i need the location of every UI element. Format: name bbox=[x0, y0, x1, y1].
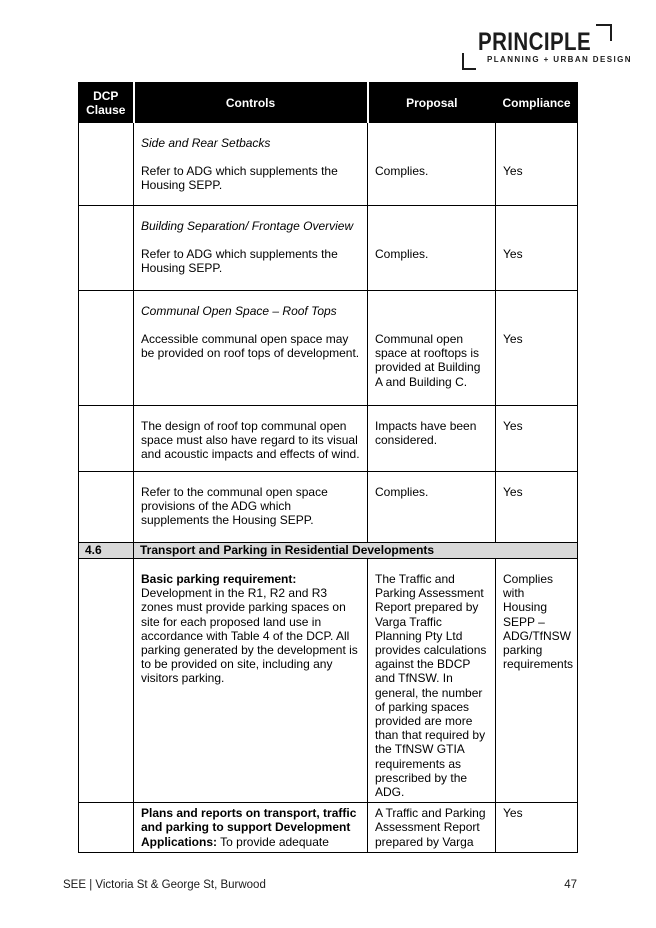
page-footer bbox=[63, 879, 577, 891]
logo-corner-bracket-bottom-left bbox=[462, 53, 476, 70]
control-text: Refer to ADG which supplements the Housing SEPP. bbox=[141, 164, 338, 193]
compliance-cell bbox=[496, 206, 578, 291]
header-proposal: Proposal bbox=[368, 83, 496, 123]
footer-document-title: SEE | Victoria St & George St, Burwood bbox=[63, 879, 266, 891]
proposal-cell bbox=[368, 559, 496, 803]
proposal-text: Complies. bbox=[375, 247, 429, 261]
header-dcp-clause: DCP Clause bbox=[79, 83, 134, 123]
controls-cell bbox=[134, 406, 368, 472]
proposal-cell bbox=[368, 291, 496, 406]
control-text bbox=[141, 806, 360, 849]
clause-cell bbox=[79, 406, 134, 472]
table-header-row bbox=[79, 83, 578, 123]
proposal-text: The Traffic and Parking Assessment Report prepared by Varga Traffic Planning Pty Ltd provides calculations against the BDCP and TfNSW. In general, the number of parking spaces provided are more than that required by the TfNSW GTIA requirements as prescribed by the ADG. bbox=[375, 572, 487, 800]
control-text: Refer to the communal open space provisions of the ADG which supplements the Housing SEPP. bbox=[141, 485, 328, 528]
proposal-text: Impacts have been considered. bbox=[375, 419, 477, 448]
clause-cell bbox=[79, 291, 134, 406]
page-number: 47 bbox=[564, 879, 577, 891]
spacer bbox=[503, 304, 570, 332]
proposal-text: Complies. bbox=[375, 485, 429, 499]
controls-cell bbox=[134, 206, 368, 291]
spacer bbox=[375, 304, 488, 332]
compliance-cell bbox=[496, 406, 578, 472]
compliance-cell bbox=[496, 803, 578, 853]
control-text: Refer to ADG which supplements the Housing SEPP. bbox=[141, 247, 338, 276]
compliance-text: Yes bbox=[503, 164, 523, 178]
compliance-text: Yes bbox=[503, 485, 523, 499]
controls-cell bbox=[134, 472, 368, 543]
compliance-cell bbox=[496, 472, 578, 543]
control-text-rest: To provide adequate bbox=[217, 834, 329, 849]
clause-cell bbox=[79, 472, 134, 543]
spacer bbox=[375, 136, 488, 164]
control-heading: Side and Rear Setbacks bbox=[141, 136, 271, 150]
header-controls: Controls bbox=[134, 83, 368, 123]
proposal-text: Complies. bbox=[375, 164, 429, 178]
table-row bbox=[79, 472, 578, 543]
control-heading: Communal Open Space – Roof Tops bbox=[141, 304, 337, 318]
logo-tagline: PLANNING + URBAN DESIGN bbox=[487, 55, 632, 64]
proposal-cell bbox=[368, 123, 496, 206]
control-text: Accessible communal open space may be provided on roof tops of development. bbox=[141, 332, 360, 361]
proposal-text: Communal open space at rooftops is provided at Building A and Building C. bbox=[375, 332, 481, 389]
proposal-text: A Traffic and Parking Assessment Report prepared by Varga bbox=[375, 806, 486, 849]
compliance-text: Yes bbox=[503, 332, 523, 346]
compliance-cell bbox=[496, 123, 578, 206]
clause-cell bbox=[79, 123, 134, 206]
table-row bbox=[79, 206, 578, 291]
compliance-cell bbox=[496, 291, 578, 406]
control-heading: Building Separation/ Frontage Overview bbox=[141, 219, 354, 233]
proposal-cell bbox=[368, 803, 496, 853]
proposal-cell bbox=[368, 206, 496, 291]
compliance-text: Yes bbox=[503, 806, 523, 821]
logo-name: PRINCIPLE bbox=[478, 28, 592, 56]
section-header-row bbox=[79, 543, 578, 559]
controls-cell bbox=[134, 123, 368, 206]
section-clause: 4.6 bbox=[79, 543, 134, 559]
proposal-cell bbox=[368, 406, 496, 472]
principle-logo bbox=[462, 24, 632, 70]
control-lead: Plans and reports on transport, traffic and parking to support Development Applications: bbox=[141, 806, 357, 849]
dcp-compliance-table bbox=[78, 82, 578, 853]
controls-cell bbox=[134, 803, 368, 853]
compliance-text: Complies with Housing SEPP – ADG/TfNSW parking requirements bbox=[503, 572, 574, 672]
table-row bbox=[79, 406, 578, 472]
table-row bbox=[79, 559, 578, 803]
control-text: Development in the R1, R2 and R3 zones must provide parking spaces on site for each proposed land use in accordance with Table 4 of the DCP. All parking generated by the development is to be provided on site, including any visitors parking. bbox=[141, 586, 358, 686]
section-title: Transport and Parking in Residential Developments bbox=[134, 543, 578, 559]
proposal-cell bbox=[368, 472, 496, 543]
logo-corner-bracket-top-right bbox=[596, 24, 612, 41]
table-row bbox=[79, 123, 578, 206]
compliance-cell bbox=[496, 559, 578, 803]
control-text: The design of roof top communal open space must also have regard to its visual and acoustic impacts and effects of wind. bbox=[141, 419, 360, 462]
controls-cell bbox=[134, 559, 368, 803]
clause-cell bbox=[79, 559, 134, 803]
header-compliance: Compliance bbox=[496, 83, 578, 123]
table-row bbox=[79, 803, 578, 853]
control-lead: Basic parking requirement: bbox=[141, 572, 297, 586]
controls-cell bbox=[134, 291, 368, 406]
clause-cell bbox=[79, 206, 134, 291]
clause-cell bbox=[79, 803, 134, 853]
spacer bbox=[375, 219, 488, 247]
table-row bbox=[79, 291, 578, 406]
compliance-text: Yes bbox=[503, 247, 523, 261]
spacer bbox=[503, 136, 570, 164]
spacer bbox=[503, 219, 570, 247]
compliance-text: Yes bbox=[503, 419, 523, 433]
